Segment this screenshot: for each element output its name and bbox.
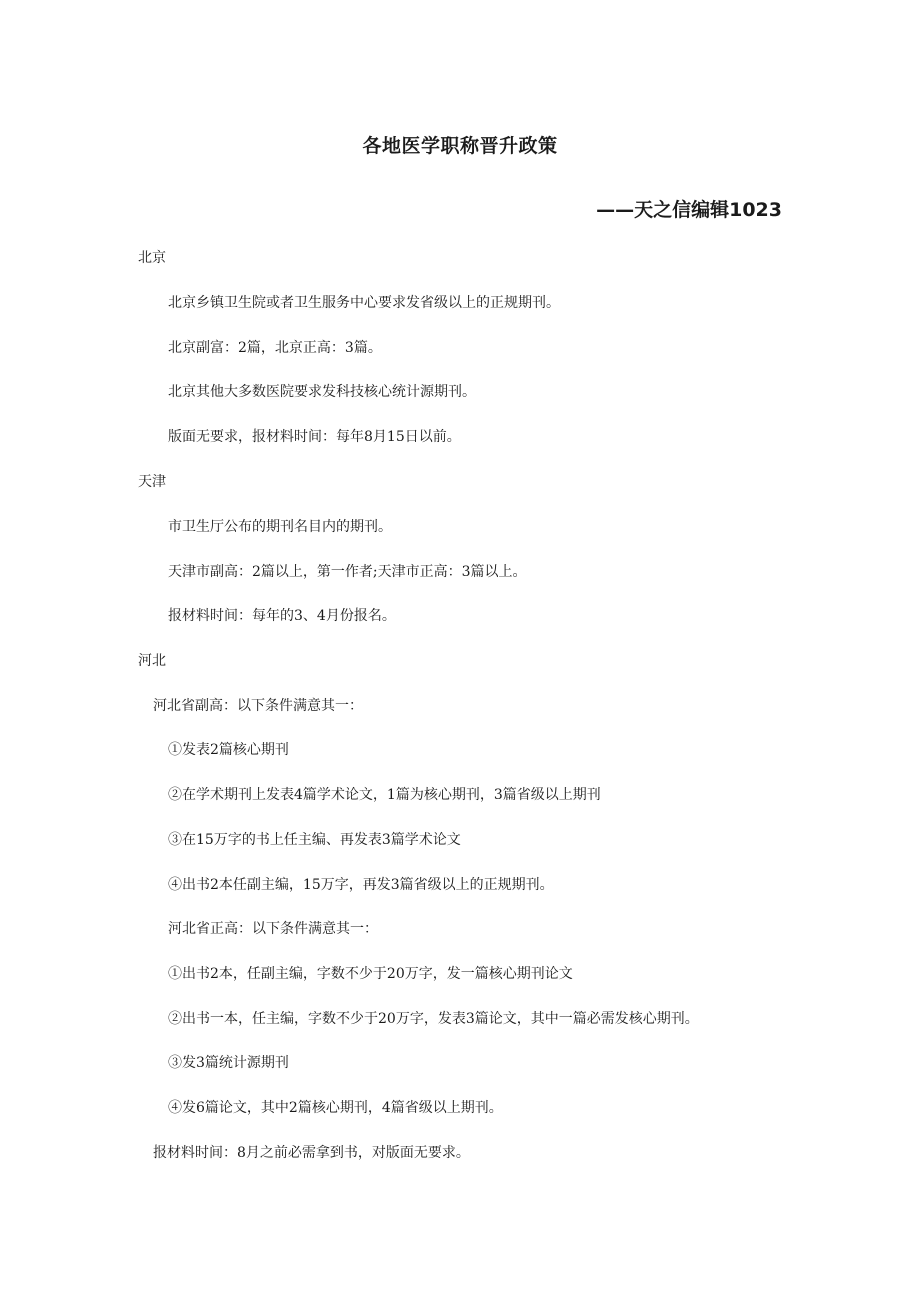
paragraph: 版面无要求，报材料时间：每年8月15日以前。 [168,429,461,445]
list-item: ④出书2本任副主编，15万字，再发3篇省级以上的正规期刊。 [168,877,554,893]
document-byline: ——天之信编辑1023 [596,199,782,221]
paragraph: 河北省副高：以下条件满意其一： [153,698,363,714]
list-item: ①发表2篇核心期刊 [168,742,289,758]
list-item: ③发3篇统计源期刊 [168,1055,289,1071]
list-item: ②出书一本，任主编，字数不少于20万字，发表3篇论文，其中一篇必需发核心期刊。 [168,1011,699,1027]
paragraph: 天津市副高：2篇以上，第一作者;天津市正高：3篇以上。 [168,564,527,580]
paragraph: 北京副富：2篇，北京正高：3篇。 [168,340,382,356]
list-item: ③在15万字的书上任主编、再发表3篇学术论文 [168,832,461,848]
region-heading-tianjin: 天津 [138,474,166,490]
list-item: ①出书2本，任副主编，字数不少于20万字，发一篇核心期刊论文 [168,966,573,982]
list-item: ④发6篇论文，其中2篇核心期刊，4篇省级以上期刊。 [168,1100,503,1116]
paragraph: 市卫生厅公布的期刊名目内的期刊。 [168,519,392,535]
paragraph: 报材料时间：8月之前必需拿到书，对版面无要求。 [153,1145,470,1161]
region-heading-hebei: 河北 [138,653,166,669]
list-item: ②在学术期刊上发表4篇学术论文，1篇为核心期刊，3篇省级以上期刊 [168,787,601,803]
paragraph: 北京其他大多数医院要求发科技核心统计源期刊。 [168,384,476,400]
region-heading-beijing: 北京 [138,250,166,266]
paragraph: 报材料时间：每年的3、4月份报名。 [168,608,396,624]
paragraph: 北京乡镇卫生院或者卫生服务中心要求发省级以上的正规期刊。 [168,295,560,311]
document-title: 各地医学职称晋升政策 [362,135,558,157]
paragraph: 河北省正高：以下条件满意其一： [168,921,378,937]
